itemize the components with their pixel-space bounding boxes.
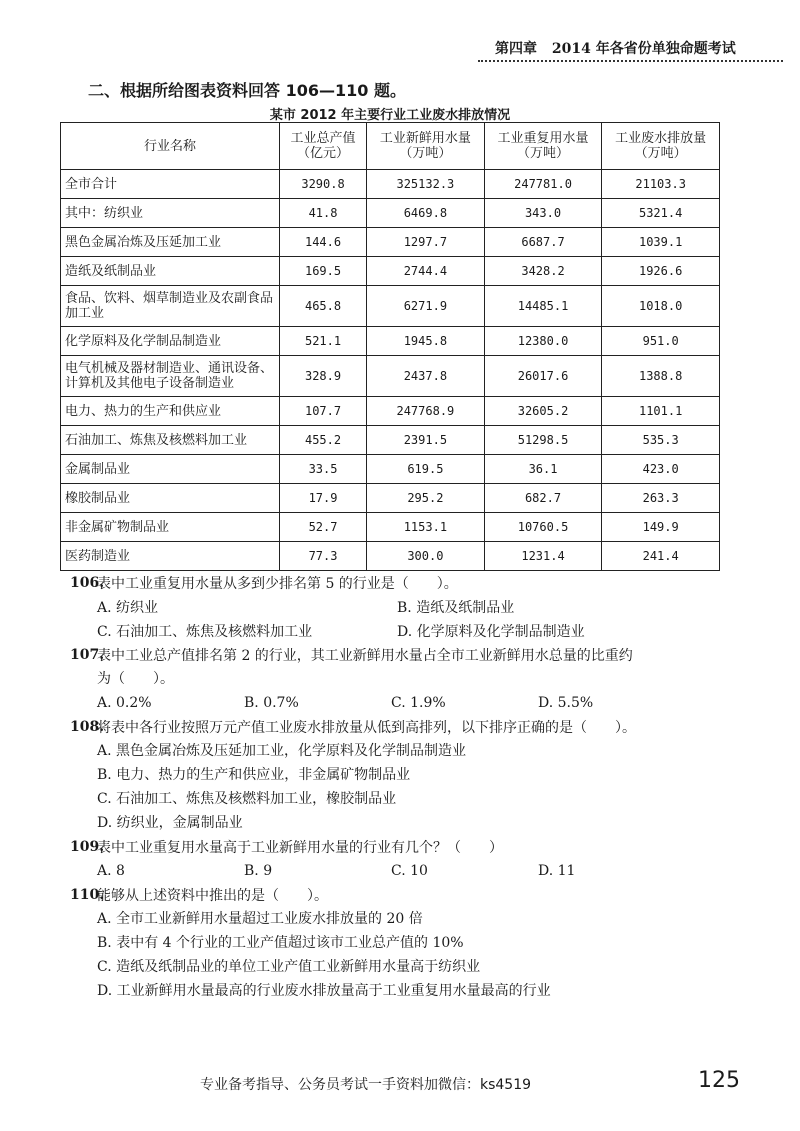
option-b[interactable]: B. 表中有 4 个行业的工业产值超过该市工业总产值的 10% [97, 935, 464, 951]
header-title: 2014 年各省份单独命题考试 [551, 41, 736, 57]
table-row [61, 455, 720, 484]
table-row [61, 327, 720, 356]
running-header [495, 38, 785, 58]
industry-name: 石油加工、炼焦及核燃料加工业 [61, 426, 280, 455]
table-header-row [61, 123, 720, 170]
reuse-water-value: 12380.0 [484, 327, 602, 356]
section-title: 二、根据所给图表资料回答 106—110 题。 [88, 81, 406, 100]
option-a[interactable]: A. 黑色金属冶炼及压延加工业，化学原料及化学制品制造业 [97, 743, 467, 759]
industry-name: 黑色金属冶炼及压延加工业 [61, 228, 280, 257]
reuse-water-value: 3428.2 [484, 257, 602, 286]
reuse-water-value: 343.0 [484, 199, 602, 228]
output-value: 169.5 [280, 257, 367, 286]
industry-name: 非金属矿物制品业 [61, 513, 280, 542]
question-text: 表中工业总产值排名第 2 的行业，其工业新鲜用水量占全市工业新鲜用水总量的比重约 [97, 648, 633, 664]
option-a[interactable]: A. 8 [97, 863, 125, 879]
question-106 [70, 571, 750, 643]
industry-name: 医药制造业 [61, 542, 280, 571]
wastewater-value: 1101.1 [602, 397, 720, 426]
question-number: 108. [70, 719, 105, 735]
question-number: 107. [70, 647, 105, 663]
option-d[interactable]: D. 纺织业，金属制品业 [97, 815, 243, 831]
industry-name: 食品、饮料、烟草制造业及农副食品加工业 [61, 286, 280, 327]
column-header: 工业废水排放量 （万吨） [602, 123, 720, 170]
option-b[interactable]: B. 电力、热力的生产和供应业，非金属矿物制品业 [97, 767, 411, 783]
table-row [61, 199, 720, 228]
fresh-water-value: 1297.7 [367, 228, 485, 257]
table-row [61, 170, 720, 199]
output-value: 33.5 [280, 455, 367, 484]
option-d[interactable]: D. 11 [538, 863, 576, 879]
output-value: 328.9 [280, 356, 367, 397]
fresh-water-value: 2744.4 [367, 257, 485, 286]
fresh-water-value: 6469.8 [367, 199, 485, 228]
output-value: 3290.8 [280, 170, 367, 199]
fresh-water-value: 1153.1 [367, 513, 485, 542]
column-header: 工业总产值 （亿元） [280, 123, 367, 170]
table-row [61, 426, 720, 455]
reuse-water-value: 36.1 [484, 455, 602, 484]
fresh-water-value: 619.5 [367, 455, 485, 484]
output-value: 107.7 [280, 397, 367, 426]
industry-name: 造纸及纸制品业 [61, 257, 280, 286]
industry-name: 橡胶制品业 [61, 484, 280, 513]
data-table [60, 122, 720, 571]
header-dotted-rule [478, 60, 783, 62]
industry-name: 化学原料及化学制品制造业 [61, 327, 280, 356]
wastewater-value: 1926.6 [602, 257, 720, 286]
fresh-water-value: 1945.8 [367, 327, 485, 356]
reuse-water-value: 51298.5 [484, 426, 602, 455]
output-value: 52.7 [280, 513, 367, 542]
column-header: 工业新鲜用水量 （万吨） [367, 123, 485, 170]
option-c[interactable]: C. 10 [391, 863, 428, 879]
wastewater-value: 535.3 [602, 426, 720, 455]
wastewater-value: 1018.0 [602, 286, 720, 327]
footer-note: 专业备考指导、公务员考试一手资料加微信：ks4519 [200, 1077, 532, 1093]
fresh-water-value: 247768.9 [367, 397, 485, 426]
wastewater-value: 241.4 [602, 542, 720, 571]
reuse-water-value: 14485.1 [484, 286, 602, 327]
fresh-water-value: 2437.8 [367, 356, 485, 397]
reuse-water-value: 6687.7 [484, 228, 602, 257]
question-107 [70, 643, 750, 715]
output-value: 521.1 [280, 327, 367, 356]
reuse-water-value: 10760.5 [484, 513, 602, 542]
table-row [61, 356, 720, 397]
chapter-label: 第四章 [495, 41, 537, 57]
table-row [61, 257, 720, 286]
page-number: 125 [698, 1068, 740, 1093]
reuse-water-value: 32605.2 [484, 397, 602, 426]
reuse-water-value: 26017.6 [484, 356, 602, 397]
output-value: 465.8 [280, 286, 367, 327]
wastewater-value: 21103.3 [602, 170, 720, 199]
option-a[interactable]: A. 纺织业 [97, 600, 159, 616]
industry-name: 电力、热力的生产和供应业 [61, 397, 280, 426]
table-row [61, 228, 720, 257]
reuse-water-value: 1231.4 [484, 542, 602, 571]
fresh-water-value: 295.2 [367, 484, 485, 513]
question-text: 将表中各行业按照万元产值工业废水排放量从低到高排列，以下排序正确的是（ ）。 [97, 720, 636, 736]
output-value: 144.6 [280, 228, 367, 257]
option-b[interactable]: B. 造纸及纸制品业 [397, 600, 515, 616]
fresh-water-value: 6271.9 [367, 286, 485, 327]
option-d[interactable]: D. 化学原料及化学制品制造业 [397, 624, 585, 640]
wastewater-value: 5321.4 [602, 199, 720, 228]
question-text: 表中工业重复用水量从多到少排名第 5 的行业是（ ）。 [97, 576, 458, 592]
industry-name: 电气机械及器材制造业、通讯设备、计算机及其他电子设备制造业 [61, 356, 280, 397]
question-list [70, 571, 750, 1003]
option-d[interactable]: D. 工业新鲜用水量最高的行业废水排放量高于工业重复用水量最高的行业 [97, 983, 551, 999]
table-row [61, 542, 720, 571]
wastewater-value: 263.3 [602, 484, 720, 513]
question-108 [70, 715, 750, 835]
table-row [61, 484, 720, 513]
column-header: 行业名称 [61, 123, 280, 170]
output-value: 41.8 [280, 199, 367, 228]
table-row [61, 513, 720, 542]
table-row [61, 397, 720, 426]
question-number: 110. [70, 887, 105, 903]
question-text: 表中工业重复用水量高于工业新鲜用水量的行业有几个？（ ） [97, 840, 503, 856]
reuse-water-value: 247781.0 [484, 170, 602, 199]
column-header: 工业重复用水量 （万吨） [484, 123, 602, 170]
question-text-continued: 为（ ）。 [97, 671, 174, 687]
fresh-water-value: 325132.3 [367, 170, 485, 199]
output-value: 17.9 [280, 484, 367, 513]
question-110 [70, 883, 750, 1003]
wastewater-value: 149.9 [602, 513, 720, 542]
option-a[interactable]: A. 全市工业新鲜用水量超过工业废水排放量的 20 倍 [97, 911, 423, 927]
table-row [61, 286, 720, 327]
option-d[interactable]: D. 5.5% [538, 695, 594, 711]
industry-name: 全市合计 [61, 170, 280, 199]
question-number: 106. [70, 575, 105, 591]
reuse-water-value: 682.7 [484, 484, 602, 513]
wastewater-value: 423.0 [602, 455, 720, 484]
option-c[interactable]: C. 造纸及纸制品业的单位工业产值工业新鲜用水量高于纺织业 [97, 959, 481, 975]
question-number: 109. [70, 839, 105, 855]
industry-name: 金属制品业 [61, 455, 280, 484]
output-value: 455.2 [280, 426, 367, 455]
fresh-water-value: 2391.5 [367, 426, 485, 455]
table-caption: 某市 2012 年主要行业工业废水排放情况 [269, 108, 511, 123]
wastewater-value: 1388.8 [602, 356, 720, 397]
question-109 [70, 835, 750, 883]
fresh-water-value: 300.0 [367, 542, 485, 571]
option-c[interactable]: C. 石油加工、炼焦及核燃料加工业，橡胶制品业 [97, 791, 397, 807]
option-b[interactable]: B. 0.7% [244, 695, 299, 711]
output-value: 77.3 [280, 542, 367, 571]
option-c[interactable]: C. 石油加工、炼焦及核燃料加工业 [97, 624, 313, 640]
wastewater-value: 1039.1 [602, 228, 720, 257]
industry-name: 其中：纺织业 [61, 199, 280, 228]
option-a[interactable]: A. 0.2% [97, 695, 152, 711]
wastewater-value: 951.0 [602, 327, 720, 356]
option-c[interactable]: C. 1.9% [391, 695, 446, 711]
question-text: 能够从上述资料中推出的是（ ）。 [97, 888, 328, 904]
option-b[interactable]: B. 9 [244, 863, 273, 879]
